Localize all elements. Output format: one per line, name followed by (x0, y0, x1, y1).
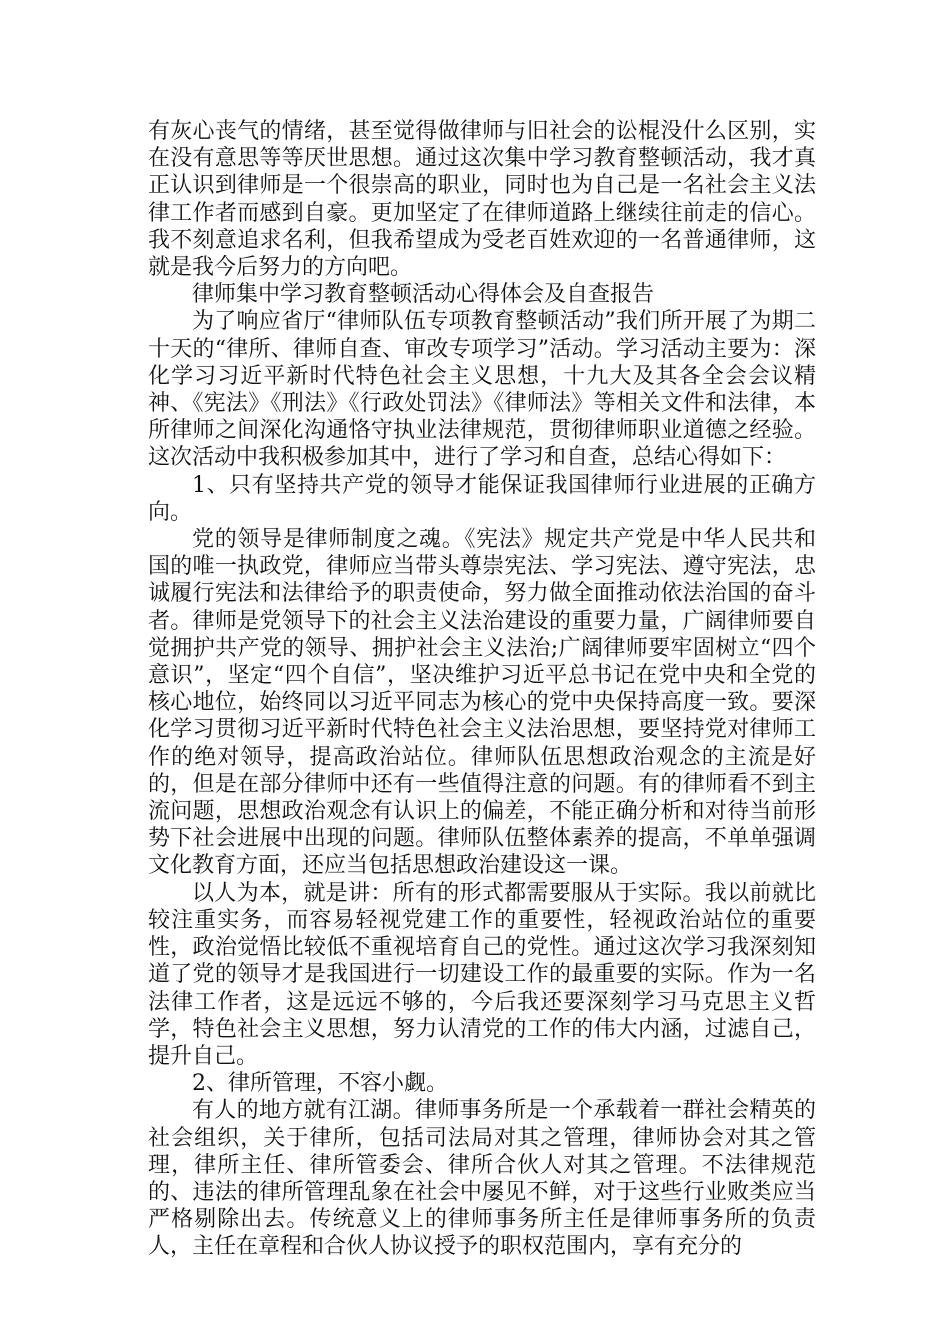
paragraph-continuation: 有灰心丧气的情绪，甚至觉得做律师与旧社会的讼棍没什么区别，实在没有意思等等厌世思想。通过这次集中学习教育整顿活动，我才真正认识到律师是一个很崇高的职业，同时也为自己是一名社会主义法律工作者而感到自豪。更加坚定了在律师道路上继续往前走的信心。我不刻意追求名利，但我希望成为受老百姓欢迎的一名普通律师，这就是我今后努力的方向吧。 (148, 119, 816, 281)
paragraph-party-leadership: 党的领导是律师制度之魂。《宪法》规定共产党是中华人民共和国的唯一执政党，律师应当带头尊崇宪法、学习宪法、遵守宪法，忠诚履行宪法和法律给予的职责使命，努力做全面推动依法治国的奋斗者。律师是党领导下的社会主义法治建设的重要力量，广阔律师要自觉拥护共产党的领导、拥护社会主义法治;广阔律师要牢固树立“四个意识”，坚定“四个自信”，坚决维护习近平总书记在党中央和全党的核心地位，始终同以习近平同志为核心的党中央保持高度一致。要深化学习贯彻习近平新时代特色社会主义法治思想，要坚持党对律师工作的绝对领导，提高政治站位。律师队伍思想政治观念的主流是好的，但是在部分律师中还有一些值得注意的问题。有的律师看不到主流问题，思想政治观念有认识上的偏差，不能正确分析和对待当前形势下社会进展中出现的问题。律师队伍整体素养的提高，不单单强调文化教育方面，还应当包括思想政治建设这一课。 (148, 527, 816, 879)
section-title: 律师集中学习教育整顿活动心得体会及自查报告 (192, 282, 655, 308)
paragraph-people-oriented: 以人为本，就是讲：所有的形式都需要服从于实际。我以前就比较注重实务，而容易轻视党建工作的重要性，轻视政治站位的重要性，政治觉悟比较低不重视培育自己的党性。通过这次学习我深刻知道了党的领导才是我国进行一切建设工作的最重要的实际。作为一名法律工作者，这是远远不够的，今后我还要深刻学习马克思主义哲学，特色社会主义思想，努力认清党的工作的伟大内涵，过滤自己，提升自己。 (148, 880, 816, 1069)
paragraph-firm-management: 有人的地方就有江湖。律师事务所是一个承载着一群社会精英的社会组织，关于律所，包括司法局对其之管理，律师协会对其之管理，律所主任、律所管委会、律所合伙人对其之管理。不法律规范的、违法的律所管理乱象在社会中屡见不鲜，对于这些行业败类应当严格剔除出去。传统意义上的律师事务所主任是律师事务所的负责人，主任在章程和合伙人协议授予的职权范围内，享有充分的 (148, 1098, 816, 1260)
document-body (148, 118, 816, 1261)
heading-point-1: 1、只有坚持共产党的领导才能保证我国律师行业进展的正确方向。 (148, 472, 816, 525)
paragraph-intro: 为了响应省厅“律师队伍专项教育整顿活动”我们所开展了为期二十天的“律所、律师自查、审改专项学习”活动。学习活动主要为：深化学习习近平新时代特色社会主义思想，十九大及其各全会会议精神、《宪法》《刑法》《行政处罚法》《律师法》等相关文件和法律，本所律师之间深化沟通恪守执业法律规范，贯彻律师职业道德之经验。这次活动中我积极参加其中，进行了学习和自查，总结心得如下： (148, 309, 816, 471)
heading-point-2: 2、律所管理，不容小觑。 (192, 1071, 448, 1097)
